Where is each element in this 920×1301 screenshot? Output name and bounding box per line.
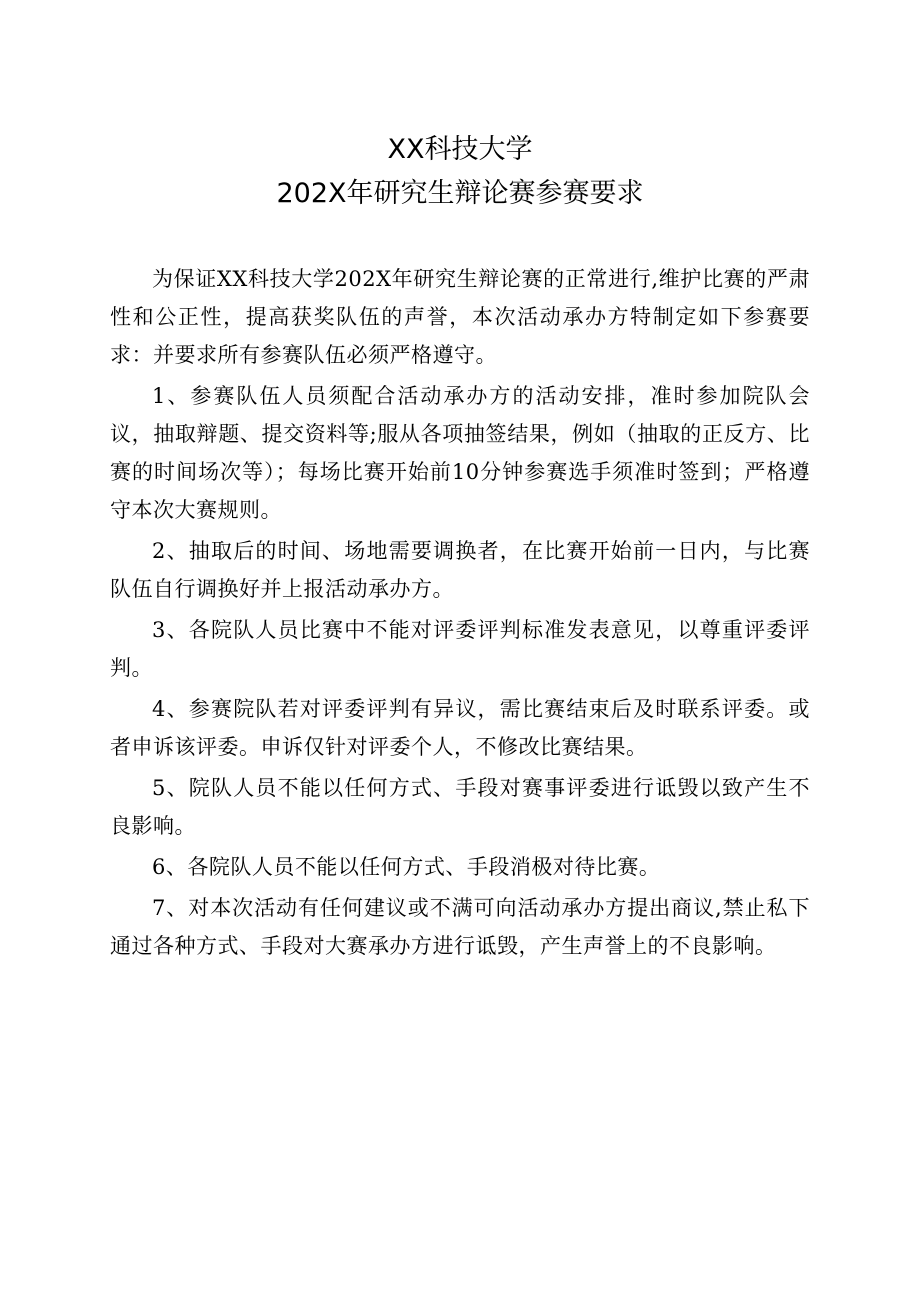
rule-paragraph-1: 1、参赛队伍人员须配合活动承办方的活动安排，准时参加院队会议，抽取辩题、提交资料等;服从各项抽签结果，例如（抽取的正反方、比赛的时间场次等）；每场比赛开始前10分钟参赛选手须准时签到；严格遵守本次大赛规则。 xyxy=(110,384,810,522)
title-university: XX科技大学 xyxy=(387,134,533,165)
intro-paragraph: 为保证XX科技大学202X年研究生辩论赛的正常进行,维护比赛的严肃性和公正性，提高获奖队伍的声誉，本次活动承办方特制定如下参赛要求：并要求所有参赛队伍必须严格遵守。 xyxy=(110,267,810,367)
rule-paragraph-6: 6、各院队人员不能以任何方式、手段消极对待比赛。 xyxy=(152,855,661,879)
rule-paragraph-4: 4、参赛院队若对评委评判有异议，需比赛结束后及时联系评委。或者申诉该评委。申诉仅针对评委个人，不修改比赛结果。 xyxy=(110,697,810,759)
rule-paragraph-2: 2、抽取后的时间、场地需要调换者，在比赛开始前一日内，与比赛队伍自行调换好并上报活动承办方。 xyxy=(110,539,810,601)
rule-paragraph-5: 5、院队人员不能以任何方式、手段对赛事评委进行诋毁以致产生不良影响。 xyxy=(110,776,810,838)
document-title xyxy=(0,128,920,216)
rule-paragraph-3: 3、各院队人员比赛中不能对评委评判标准发表意见，以尊重评委评判。 xyxy=(110,618,810,680)
rule-paragraph-7: 7、对本次活动有任何建议或不满可向活动承办方提出商议,禁止私下通过各种方式、手段对大赛承办方进行诋毁，产生声誉上的不良影响。 xyxy=(110,896,810,958)
title-competition: 202X年研究生辩论赛参赛要求 xyxy=(276,178,644,209)
document-body xyxy=(110,260,810,968)
